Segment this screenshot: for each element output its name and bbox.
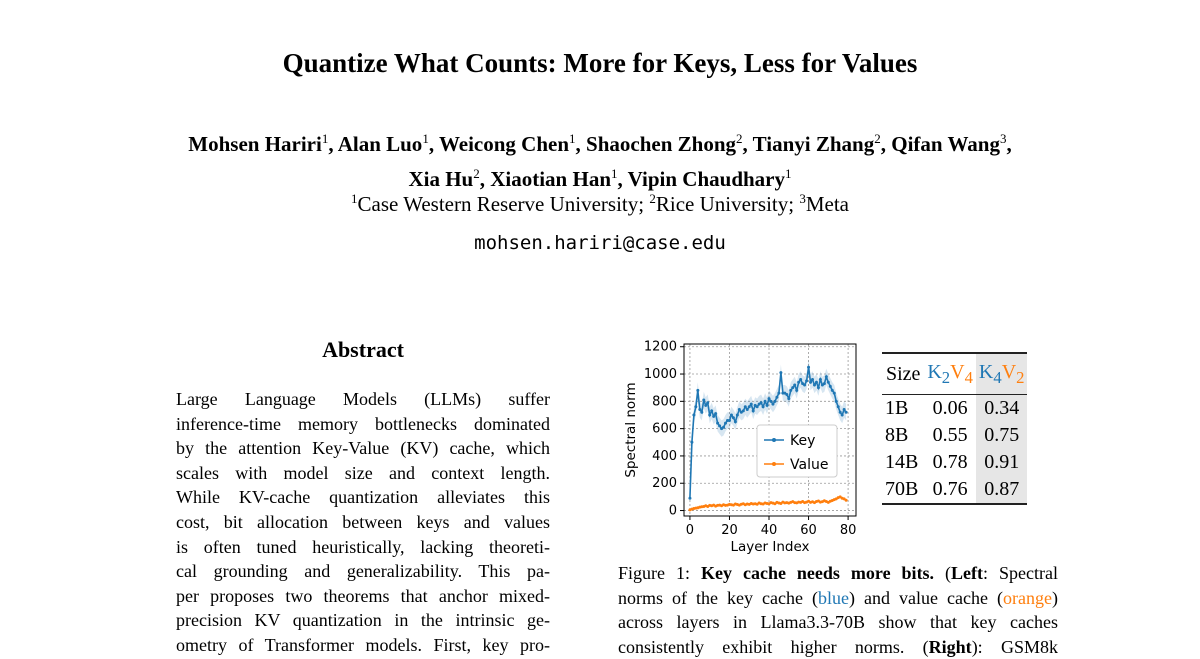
table-row: [882, 449, 1027, 476]
author-affiliation-mark: 1: [569, 131, 576, 146]
table-cell-k2v4: 0.76: [932, 478, 968, 500]
data-point-key: [799, 378, 802, 381]
data-point-key: [835, 400, 838, 403]
y-tick-label: 1200: [643, 339, 677, 355]
author-separator: ,: [479, 167, 491, 191]
data-point-key: [742, 409, 745, 412]
data-point-key: [805, 379, 808, 382]
authors-line-2: [0, 159, 1200, 194]
y-tick-label: 400: [652, 448, 677, 464]
data-point-key: [815, 381, 818, 384]
data-point-key: [708, 413, 711, 416]
data-point-key: [744, 405, 747, 408]
x-tick-label: 80: [839, 523, 857, 538]
data-point-key: [779, 371, 782, 374]
data-point-key: [698, 408, 701, 411]
affiliation-name: Meta: [805, 192, 849, 216]
data-point-key: [702, 398, 705, 401]
x-tick-label: 40: [760, 523, 778, 538]
y-tick-label: 1000: [643, 367, 677, 383]
affiliations: [0, 191, 1200, 217]
data-point-key: [706, 401, 709, 404]
author-name: Xia Hu: [408, 167, 474, 191]
data-point-key: [843, 408, 846, 411]
data-point-key: [803, 383, 806, 386]
caption-line-4: consistently exhibit higher norms. (Right): GSM8k: [618, 636, 1058, 657]
gsm8k-table: [882, 352, 1027, 505]
data-point-key: [710, 409, 713, 412]
table-cell-size: 1B: [885, 397, 909, 419]
data-point-value: [845, 499, 848, 502]
abstract-line: cost, bit allocation between keys and values: [176, 511, 550, 532]
legend-label: Key: [790, 433, 816, 449]
abstract-body: [176, 387, 550, 658]
data-point-key: [785, 393, 788, 396]
abstract-line: inference-time memory bottlenecks dominated: [176, 413, 550, 434]
author-affiliation-mark: 1: [611, 166, 618, 181]
figure-caption: [618, 561, 1058, 659]
affiliation-name: Case Western Reserve University;: [357, 192, 645, 216]
affiliation-name: Rice University;: [655, 192, 795, 216]
data-point-key: [827, 381, 830, 384]
data-point-key: [764, 400, 767, 403]
table-header-row: [882, 354, 1027, 395]
data-point-key: [760, 401, 763, 404]
data-point-key: [716, 422, 719, 425]
data-point-key: [724, 422, 727, 425]
data-point-key: [841, 413, 844, 416]
table-cell-k4v2: 0.91: [976, 449, 1028, 476]
data-point-key: [795, 389, 798, 392]
table-header-k2v4: $K_2V_4$: [924, 354, 976, 395]
data-point-key: [845, 411, 848, 414]
authors-line-1: [0, 124, 1200, 159]
y-tick-label: 200: [652, 476, 677, 492]
abstract-line: ometry of Transformer models. First, key pro-: [176, 634, 550, 655]
abstract-line: cal grounding and generalizability. This pa-: [176, 561, 550, 582]
author-name: Vipin Chaudhary: [627, 167, 786, 191]
table-row: [882, 476, 1027, 503]
abstract-line: by the attention Key-Value (KV) cache, which: [176, 438, 550, 459]
table-row: [882, 395, 1027, 423]
data-point-key: [787, 397, 790, 400]
data-point-key: [793, 383, 796, 386]
author-affiliation-mark: 2: [736, 131, 743, 146]
table-cell-k4v2: 0.87: [976, 476, 1028, 503]
legend-label: Value: [790, 457, 829, 473]
data-point-key: [839, 411, 842, 414]
author-separator: ,: [742, 132, 753, 156]
data-point-key: [817, 386, 820, 389]
table-cell-k2v4: 0.78: [932, 451, 968, 473]
author-separator: ,: [328, 132, 338, 156]
data-point-key: [797, 381, 800, 384]
affiliation-mark: 1: [351, 191, 358, 206]
table-header-size: Size: [882, 354, 924, 395]
author-name: Xiaotian Han: [490, 167, 612, 191]
data-point-key: [746, 408, 749, 411]
author-affiliation-mark: 3: [999, 131, 1007, 146]
data-point-key: [738, 408, 741, 411]
abstract-line: Large Language Models (LLMs) suffer: [176, 389, 550, 409]
table-cell-size: 70B: [885, 478, 919, 500]
data-point-key: [813, 383, 816, 386]
data-point-key: [819, 378, 822, 381]
data-point-key: [694, 405, 697, 408]
author-list: [0, 124, 1200, 194]
data-point-key: [690, 441, 693, 444]
table-row: [882, 422, 1027, 449]
author-separator: ,: [428, 132, 439, 156]
table-cell-k4v2: 0.34: [976, 395, 1028, 423]
data-point-key: [734, 420, 737, 423]
data-point-key: [771, 403, 774, 406]
data-point-key: [756, 405, 759, 408]
data-point-key: [807, 366, 810, 369]
y-axis-label: Spectral norm: [623, 382, 639, 478]
abstract-line: is often tuned heuristically, lacking theoreti-: [176, 536, 550, 557]
data-point-key: [769, 400, 772, 403]
abstract-line: scales with model size and context length.: [176, 462, 550, 483]
author-separator: ,: [575, 132, 587, 156]
spectral-norm-chart: [618, 336, 868, 558]
author-name: Weicong Chen: [438, 132, 570, 156]
data-point-key: [692, 413, 695, 416]
data-point-key: [732, 416, 735, 419]
table-cell-k2v4: 0.06: [932, 397, 968, 419]
data-point-key: [728, 419, 731, 422]
data-point-key: [789, 389, 792, 392]
chart-legend: [757, 425, 837, 477]
data-point-key: [688, 497, 691, 500]
abstract-line: While KV-cache quantization alleviates this: [176, 487, 550, 508]
data-point-key: [791, 386, 794, 389]
data-point-key: [718, 424, 721, 427]
data-point-key: [811, 378, 814, 381]
table-cell-size: 14B: [885, 451, 919, 473]
y-tick-label: 600: [652, 421, 677, 437]
x-tick-label: 0: [685, 523, 695, 538]
author-affiliation-mark: 1: [321, 131, 329, 146]
y-tick-label: 0: [668, 503, 677, 519]
author-name: Qifan Wang: [891, 132, 1000, 156]
table-header-k4v2: $K_4V_2$: [976, 354, 1028, 395]
data-point-key: [833, 392, 836, 395]
author-name: Alan Luo: [337, 132, 423, 156]
data-point-key: [714, 412, 717, 415]
data-point-key: [730, 413, 733, 416]
author-affiliation-mark: 1: [785, 166, 792, 181]
legend-marker: [772, 438, 776, 442]
data-point-key: [762, 405, 765, 408]
data-point-key: [748, 405, 751, 408]
paper-title: Quantize What Counts: More for Keys, Less for Values: [282, 48, 918, 78]
data-point-key: [775, 396, 778, 399]
data-point-key: [752, 409, 755, 412]
caption-line-1: Figure 1: Key cache needs more bits. (Left: Spectral: [618, 563, 1058, 583]
data-point-key: [736, 413, 739, 416]
author-affiliation-mark: 2: [473, 166, 480, 181]
abstract-heading: Abstract: [322, 337, 404, 362]
caption-line-2: norms of the key cache (blue) and value cache (orange): [618, 587, 1058, 608]
author-name: Mohsen Hariri: [188, 132, 322, 156]
data-point-key: [768, 397, 771, 400]
data-point-key: [809, 381, 812, 384]
data-point-key: [696, 389, 699, 392]
affiliation-mark: 3: [799, 191, 806, 206]
table-cell-size: 8B: [885, 424, 909, 446]
data-point-key: [773, 400, 776, 403]
data-point-key: [722, 426, 725, 429]
x-tick-label: 20: [721, 523, 738, 538]
data-point-key: [777, 392, 780, 395]
x-axis-label: Layer Index: [730, 539, 810, 555]
author-affiliation-mark: 1: [422, 131, 429, 146]
data-point-key: [831, 389, 834, 392]
data-point-key: [829, 385, 832, 388]
data-point-key: [766, 404, 769, 407]
abstract-line: per proposes two theorems that anchor mixed-: [176, 585, 550, 606]
data-point-key: [825, 375, 828, 378]
caption-line-3: across layers in Llama3.3-70B show that key caches: [618, 612, 1058, 633]
author-separator: ,: [617, 167, 628, 191]
data-point-key: [823, 382, 826, 385]
abstract-line: precision KV quantization in the intrinsic ge-: [176, 610, 550, 631]
data-point-key: [750, 403, 753, 406]
author-email[interactable]: mohsen.hariri@case.edu: [474, 232, 726, 254]
data-point-key: [700, 411, 703, 414]
table-cell-k2v4: 0.55: [932, 424, 968, 446]
data-point-key: [704, 404, 707, 407]
y-tick-label: 800: [652, 394, 677, 410]
x-tick-label: 60: [800, 523, 817, 538]
legend-marker: [772, 462, 776, 466]
data-point-key: [712, 415, 715, 418]
author-affiliation-mark: 2: [874, 131, 881, 146]
affiliation-mark: 2: [649, 191, 656, 206]
author-name: Shaochen Zhong: [586, 132, 737, 156]
author-separator: ,: [880, 132, 892, 156]
data-point-key: [837, 405, 840, 408]
author-name: Tianyi Zhang: [752, 132, 875, 156]
author-separator: ,: [1006, 132, 1012, 156]
table-cell-k4v2: 0.75: [976, 422, 1028, 449]
